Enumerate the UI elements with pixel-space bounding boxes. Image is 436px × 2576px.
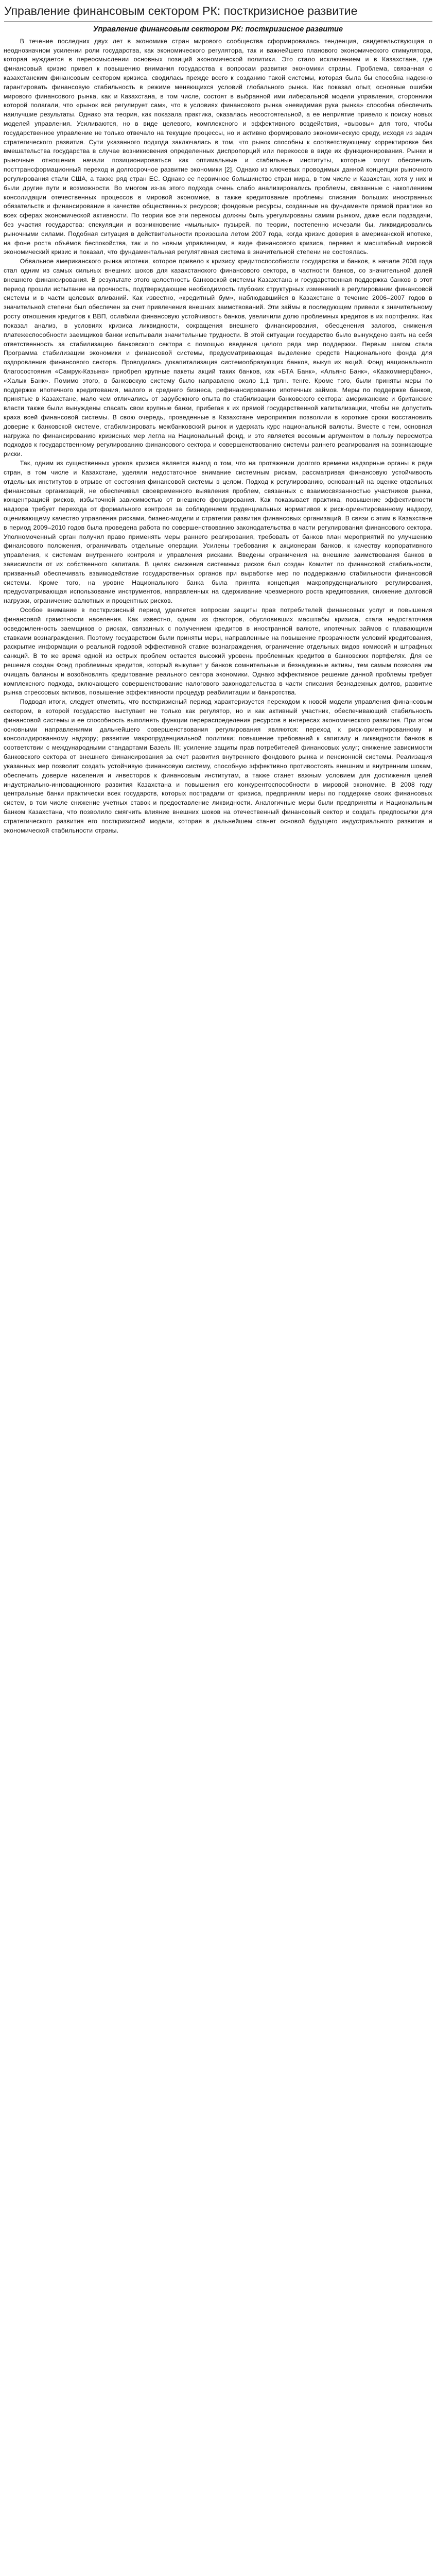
paragraph: Так, одним из существенных уроков кризиса является вывод о том, что на протяжении долгого времени надзорные органы в ряде стран, в том числе и Казахстане, уделяли недостаточное внимание системным рискам, рассматривая финансовую устойчивость отдельных институтов в отрыве от состояния финансовой системы в целом. Подход к регулированию, основанный на оценке отдельных финансовых организаций, не обеспечивал своевременного выявления проблем, связанных с взаимосвязанностью участников рынка, концентрацией рисков, избыточной зависимостью от внешнего фондирования. Как показывает практика, повышение эффективности надзора требует перехода от формального контроля за соблюдением пруденциальных нормативов к риск-ориентированному надзору, оценивающему качество управления рисками, бизнес-модели и стратегии развития финансовых организаций. В связи с этим в Казахстане в период 2009–2010 годов была проведена работа по совершенствованию законодательства в части регулирования финансового сектора. Уполномоченный орган получил право применять меры раннего реагирования, требовать от банков план мероприятий по улучшению финансового положения, ограничивать отдельные операции. Усилены требования к акционерам банков, к качеству корпоративного управления, к системам внутреннего контроля и управления рисками. Введены ограничения на внешние заимствования банков в зависимости от их собственного капитала. В целях снижения системных рисков был создан Комитет по финансовой стабильности, призванный обеспечивать взаимодействие государственных органов при выработке мер по поддержанию стабильности финансовой системы. Кроме того, на уровне Национального банка была принята концепция макропруденциального регулирования, предусматривающая использование инструментов, направленных на сдерживание чрезмерного роста кредитования, снижение долговой нагрузки, ограничение валютных и процентных рисков. xyxy=(4,460,432,605)
paragraph: Подводя итоги, следует отметить, что посткризисный период характеризуется переходом к новой модели управления финансовым сектором, в которой государство выступает не только как регулятор, но и как активный участник, обеспечивающий стабильность финансовой системы и ее способность выполнять функции перераспределения ресурсов в интересах экономического развития. При этом основными направлениями дальнейшего совершенствования регулирования являются: переход к риск-ориентированному и консолидированному надзору; развитие макропруденциальной политики; повышение требований к капиталу и ликвидности банков в соответствии с международными стандартами Базель III; усиление защиты прав потребителей финансовых услуг; снижение зависимости банковского сектора от внешнего финансирования за счет развития внутреннего фондового рынка и пенсионной системы. Реализация указанных мер позволит создать устойчивую финансовую систему, способную эффективно противостоять внешним и внутренним шокам, обеспечить доверие населения и инвесторов к финансовым институтам, а также станет важным условием для достижения целей индустриально-инновационного развития Казахстана и повышения его конкурентоспособности в мировой экономике. В 2008 году центральные банки практически всех государств, которых пострадали от кризиса, предприняли меры по поддержке своих финансовых систем, в том числе снижение учетных ставок и предоставление ликвидности. Аналогичные меры были предприняты и Национальным банком Казахстана, что позволило смягчить влияние внешних шоков на отечественный финансовый сектор и создать предпосылки для стратегического развития его посткризисной модели, которая в дальнейшем станет основой будущего индустриального развития и экономической стабильности страны. xyxy=(4,698,432,834)
document-page xyxy=(0,0,436,848)
paragraph: Особое внимание в посткризисный период уделяется вопросам защиты прав потребителей финансовых услуг и повышения финансовой грамотности населения. Как известно, одним из факторов, обусловивших масштабы кризиса, стала недостаточная осведомленность заемщиков о рисках, связанных с получением кредитов в иностранной валюте, ипотечных займов с плавающими ставками вознаграждения. Поэтому государством были приняты меры, направленные на повышение прозрачности условий кредитования, раскрытие информации о реальной годовой эффективной ставке вознаграждения, ограничение отдельных видов комиссий и штрафных санкций. В то же время одной из острых проблем остается высокий уровень проблемных кредитов в банковских портфелях. Для ее решения создан Фонд проблемных кредитов, который выкупает у банков сомнительные и безнадежные активы, тем самым позволяя им очищать балансы и возобновлять кредитование реального сектора экономики. Однако эффективное решение данной проблемы требует комплексного подхода, включающего совершенствование налогового законодательства в части списания безнадежных долгов, развитие рынка стрессовых активов, повышение эффективности процедур реабилитации и банкротства. xyxy=(4,606,432,697)
paragraph: Обвальное американского рынка ипотеки, которое привело к кризису кредитоспособности государства и банков, в начале 2008 года стал одним из самых сильных внешних шоков для казахстанского финансового сектора, в частности банков, со значительной долей внешнего финансирования. В результате этого целостность банковской системы Казахстана и государственная поддержка банков в этот период прошли испытание на прочность, подтверждающее необходимость глубоких структурных изменений в регулировании финансовой системы и в части целевых вливаний. Как известно, «кредитный бум», наблюдавшийся в Казахстане в течение 2006–2007 годов в значительной степени был обеспечен за счет привлечения внешних заимствований. Эти займы в последующем привели к значительному росту отношения кредитов к ВВП, ослабили финансовую устойчивость банков, увеличили долю проблемных кредитов в их портфелях. Как показал анализ, в условиях кризиса ликвидности, сокращения внешнего финансирования, обесценения залогов, снижения платежеспособности заемщиков банки испытывали значительные трудности. В этой ситуации государство было вынуждено взять на себя ответственность за стабилизацию банковского сектора с помощью введения целого ряда мер поддержки. Первым шагом стала Программа стабилизации экономики и финансовой системы, предусматривающая выделение средств Национального фонда для оздоровления финансового сектора. Проводилась докапитализация системообразующих банков, выкуп их акций. Фонд национального благосостояния «Самрук-Казына» приобрел крупные пакеты акций таких банков, как «БТА Банк», «Альянс Банк», «Казкоммерцбанк», «Халык Банк». Помимо этого, в банковскую систему было направлено около 1,1 трлн. тенге. Кроме того, были приняты меры по поддержке ипотечного кредитования, малого и среднего бизнеса, рефинансированию ипотечных займов. Меры по поддержке банков, принятые в Казахстане, мало чем отличались от зарубежного опыта по стабилизации банковского сектора: американские и британские власти также были вынуждены спасать свои крупные банки, прибегая к их прямой государственной капитализации, чтобы не допустить краха всей финансовой системы. В свою очередь, проведенные в Казахстане мероприятия позволили в короткие сроки восстановить доверие к банковской системе, стабилизировать межбанковский рынок и удержать курс национальной валюты. Вместе с тем, основная нагрузка по финансированию кризисных мер легла на Национальный фонд, и это является весомым аргументом в пользу пересмотра подходов к государственному регулированию финансового сектора и совершенствованию системы раннего реагирования на возникающие риски. xyxy=(4,258,432,458)
article-subtitle: Управление финансовым сектором РК: посткризисное развитие xyxy=(93,25,343,33)
page-title: Управление финансовым сектором РК: посткризисное развитие xyxy=(4,4,432,22)
article-body xyxy=(4,37,432,836)
paragraph: В течение последних двух лет в экономике стран мирового сообщества сформировалась тенденция, свидетельствующая о неоднозначном усилении роли государства, как экономического регулятора, так и важнейшего планового экономического стимулятора, которая нуждается в переосмыслении основных позиций экономической политики. Это стало исключением и в Казахстане, где финансовый кризис привел к повышению внимания государства к вопросам развития экономики страны. Проблема, связанная с казахстанским финансовым сектором кризиса, сводилась прежде всего к созданию такой системы, которая была бы способна надежно гарантировать финансовую стабильность в режиме меняющихся условий глобального рынка. Как показал опыт, основные ошибки мирового финансового рынка, как и Казахстана, в том числе, состоят в выбранной ими либеральной модели управления, сторонники которой полагали, что «рынок всё регулирует сам», что в условиях финансового рынка «невидимая рука рынка» способна обеспечить наилучшие результаты. Однако эта теория, как показала практика, оказалась несостоятельной, а ее неприятие привело к поиску новых моделей управления. Усиливаются, но в виде целевого, комплексного и эффективного воздействия, «вызовы» для того, чтобы государственное управление не только отвечало на текущие процессы, но и активно формировало экономическую среду, исходя из задач стратегического развития. Сути указанного подхода заключалась в том, что рынок способны к соответствующему корректировке без вмешательства государства в случае возникновения определенных диспропорций или перекосов в виде их функционирования. Рынки и рыночные отношения начали позиционироваться как оптимальные и стабильные институты, которые могут обеспечить посттрансформационный переход и долгосрочное развитие экономики [2]. Однако из ключевых проводимых данной концепции рыночного регулирования стали США, а также ряд стран ЕС. Однако ее первичное большинство стран мира, в том числе и Казахстан, хотя у них и были другие пути и возможности. Во многом из-за этого подхода очень слабо анализировались проблемы, связанные с накоплением консолидации отечественных процессов в мировой экономике, а также кредитование проблемы списания больших иностранных обязательств и финансирование в качестве общественных ресурсов; фондовые ресурсы, созданные на фундаменте прямой практике во всех сферах экономической активности. По теории все эти переносы должны быть урегулированы самим рынком, даже если подзадачи, без участия государства: спекуляции и возникновение «мыльных» пузырей, по теории, постепенно исчезали бы, ликвидировались рыночными силами. Подобная ситуация в действительности произошла летом 2007 года, когда кризис доверия в американской ипотеке, на фоне роста объёмов беспокойства, так и по новым управленцам, в виде финансового кризиса, перевел в масштабный мировой экономический кризис и показал, что фундаментальная регулятивная система в значительной степени не состоялась. xyxy=(4,37,432,256)
